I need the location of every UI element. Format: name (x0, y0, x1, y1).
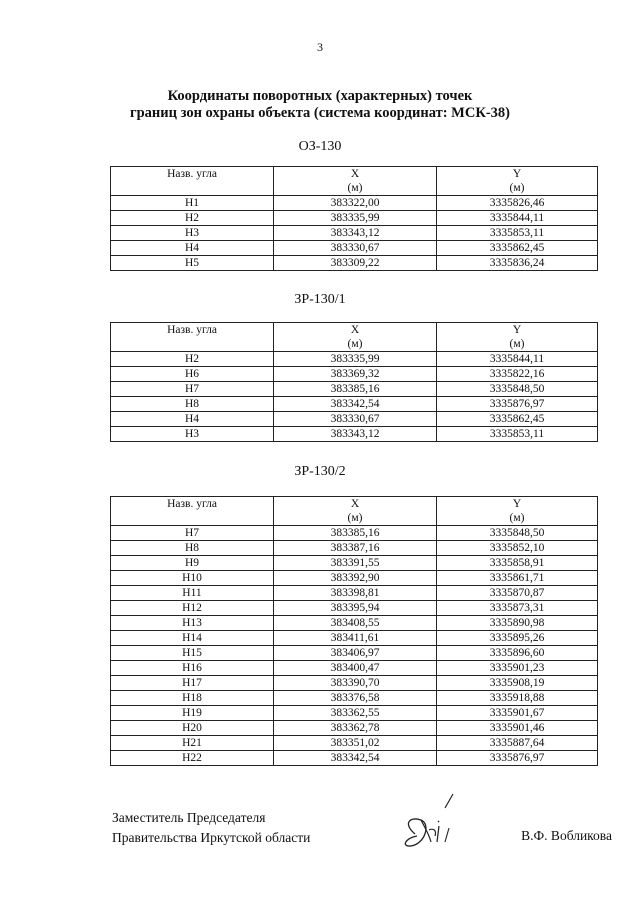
table-row (111, 226, 598, 241)
table-row (111, 706, 598, 721)
table-cell: Н6 (111, 367, 274, 382)
table-row (111, 526, 598, 541)
table-cell: 383369,32 (274, 367, 437, 382)
table-cell: 383330,67 (274, 241, 437, 256)
table-row (111, 556, 598, 571)
table-row (111, 721, 598, 736)
header-y: Y (м) (437, 497, 598, 526)
header-x: X (м) (274, 323, 437, 352)
table-row (111, 196, 598, 211)
table-cell: 3335873,31 (437, 601, 598, 616)
table-cell: 383343,12 (274, 226, 437, 241)
table-cell: 3335861,71 (437, 571, 598, 586)
table-cell: 383342,54 (274, 751, 437, 766)
header-y: Y (м) (437, 167, 598, 196)
table-cell: Н8 (111, 397, 274, 412)
table-cell: 3335895,26 (437, 631, 598, 646)
table-cell: 383398,81 (274, 586, 437, 601)
table-row (111, 412, 598, 427)
coordinates-table-oz-130 (110, 166, 598, 271)
signatory-position (112, 808, 310, 848)
table-row (111, 661, 598, 676)
table-cell: Н2 (111, 352, 274, 367)
table-cell: Н19 (111, 706, 274, 721)
table-row (111, 601, 598, 616)
table-row (111, 352, 598, 367)
table-cell: 383385,16 (274, 526, 437, 541)
table-cell: 3335826,46 (437, 196, 598, 211)
table-cell: 3335853,11 (437, 226, 598, 241)
table-row (111, 691, 598, 706)
table-cell: 3335896,60 (437, 646, 598, 661)
section-title-oz-130: ОЗ-130 (298, 139, 342, 154)
table-cell: Н18 (111, 691, 274, 706)
table-cell: Н2 (111, 211, 274, 226)
table-cell: 3335848,50 (437, 526, 598, 541)
table-row (111, 211, 598, 226)
table-cell: 3335844,11 (437, 352, 598, 367)
table-cell: Н1 (111, 196, 274, 211)
table-cell: 3335918,88 (437, 691, 598, 706)
table-cell: 383400,47 (274, 661, 437, 676)
header-y: Y (м) (437, 323, 598, 352)
table-cell: Н11 (111, 586, 274, 601)
table-cell: 3335870,87 (437, 586, 598, 601)
table-cell: 3335852,10 (437, 541, 598, 556)
table-cell: 383411,61 (274, 631, 437, 646)
table-row (111, 736, 598, 751)
table-cell: 383342,54 (274, 397, 437, 412)
header-x: X (м) (274, 497, 437, 526)
coordinates-table-zr-130-1 (110, 322, 598, 442)
table-row (111, 397, 598, 412)
table-cell: 3335901,46 (437, 721, 598, 736)
table-cell: 3335890,98 (437, 616, 598, 631)
table-header-row (111, 497, 598, 526)
table-cell: 3335901,23 (437, 661, 598, 676)
table-cell: Н10 (111, 571, 274, 586)
table-cell: 3335862,45 (437, 412, 598, 427)
table-cell: 383351,02 (274, 736, 437, 751)
table-cell: 3335853,11 (437, 427, 598, 442)
table-cell: 383385,16 (274, 382, 437, 397)
table-cell: Н16 (111, 661, 274, 676)
page-number: 3 (317, 40, 323, 54)
table-cell: 3335858,91 (437, 556, 598, 571)
table-row (111, 541, 598, 556)
table-cell: 3335876,97 (437, 751, 598, 766)
table-cell: Н7 (111, 382, 274, 397)
table-cell: 383387,16 (274, 541, 437, 556)
table-cell: 383376,58 (274, 691, 437, 706)
document-title (0, 88, 640, 122)
table-row (111, 571, 598, 586)
table-cell: 383406,97 (274, 646, 437, 661)
table-cell: Н13 (111, 616, 274, 631)
table-cell: 383392,90 (274, 571, 437, 586)
header-corner-name: Назв. угла (111, 323, 274, 352)
table-cell: Н4 (111, 241, 274, 256)
table-cell: Н3 (111, 226, 274, 241)
table-cell: 383391,55 (274, 556, 437, 571)
table-cell: 383335,99 (274, 211, 437, 226)
table-cell: Н5 (111, 256, 274, 271)
table-cell: 383330,67 (274, 412, 437, 427)
table-row (111, 382, 598, 397)
title-line-1: Координаты поворотных (характерных) точек (167, 88, 473, 104)
table-cell: Н22 (111, 751, 274, 766)
table-row (111, 367, 598, 382)
header-x: X (м) (274, 167, 437, 196)
header-corner-name: Назв. угла (111, 167, 274, 196)
table-cell: Н21 (111, 736, 274, 751)
table-cell: Н15 (111, 646, 274, 661)
table-row (111, 751, 598, 766)
table-cell: 383408,55 (274, 616, 437, 631)
table-cell: 383343,12 (274, 427, 437, 442)
table-row (111, 256, 598, 271)
table-cell: 3335901,67 (437, 706, 598, 721)
table-cell: Н9 (111, 556, 274, 571)
coordinates-table-zr-130-2 (110, 496, 598, 766)
table-cell: 383390,70 (274, 676, 437, 691)
table-cell: 383309,22 (274, 256, 437, 271)
table-row (111, 586, 598, 601)
header-corner-name: Назв. угла (111, 497, 274, 526)
table-row (111, 616, 598, 631)
table-row (111, 676, 598, 691)
table-row (111, 646, 598, 661)
table-cell: 3335862,45 (437, 241, 598, 256)
table-cell: 3335822,16 (437, 367, 598, 382)
table-cell: 3335908,19 (437, 676, 598, 691)
table-cell: 3335876,97 (437, 397, 598, 412)
table-row (111, 631, 598, 646)
table-cell: 3335844,11 (437, 211, 598, 226)
table-cell: 383362,55 (274, 706, 437, 721)
table-cell: Н4 (111, 412, 274, 427)
table-cell: 3335887,64 (437, 736, 598, 751)
title-line-2: границ зон охраны объекта (система координат: МСК-38) (130, 105, 510, 121)
position-line-1: Заместитель Председателя (112, 810, 266, 825)
table-row (111, 241, 598, 256)
table-cell: Н14 (111, 631, 274, 646)
position-line-2: Правительства Иркутской области (112, 830, 311, 845)
signatory-name: В.Ф. Вобликова (521, 828, 612, 843)
table-cell: Н17 (111, 676, 274, 691)
section-title-zr-130-1: ЗР-130/1 (294, 292, 346, 307)
table-cell: 383362,78 (274, 721, 437, 736)
table-cell: 3335836,24 (437, 256, 598, 271)
section-title-zr-130-2: ЗР-130/2 (294, 464, 346, 479)
table-cell: 3335848,50 (437, 382, 598, 397)
table-cell: Н20 (111, 721, 274, 736)
table-cell: 383335,99 (274, 352, 437, 367)
table-cell: Н12 (111, 601, 274, 616)
table-cell: Н8 (111, 541, 274, 556)
handwritten-signature (395, 790, 475, 860)
table-cell: 383395,94 (274, 601, 437, 616)
table-cell: 383322,00 (274, 196, 437, 211)
table-row (111, 427, 598, 442)
table-header-row (111, 323, 598, 352)
table-header-row (111, 167, 598, 196)
table-cell: Н3 (111, 427, 274, 442)
table-cell: Н7 (111, 526, 274, 541)
